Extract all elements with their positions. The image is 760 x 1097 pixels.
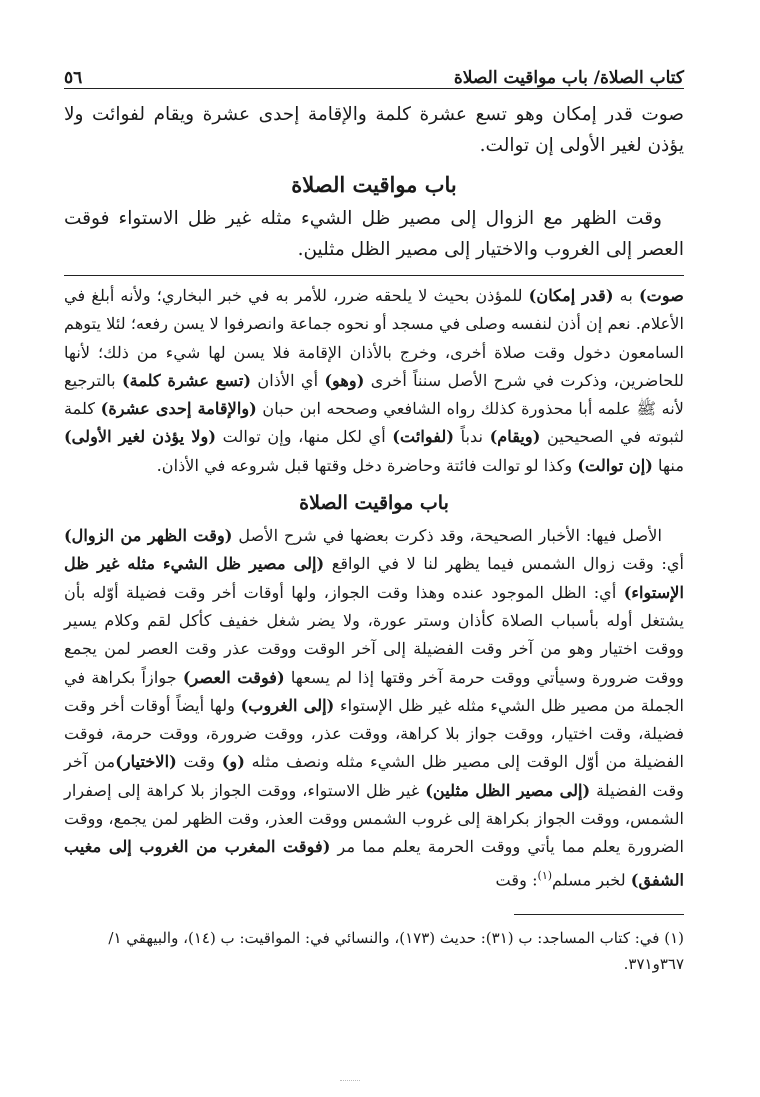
commentary-span: الأصل فيها: الأخبار الصحيحة، وقد ذكرت بعضها في شرح الأصل <box>232 526 662 546</box>
commentary-span: أي لكل منها، وإن توالت <box>216 427 393 447</box>
commentary-span: ولها أيضاً أوقات أخر وقت فضيلة، وقت اختيار، ووقت جواز بلا كراهة، ووقت عذر، ووقت ضرورة، ووقت حرمة، فوقت الفضيلة من أوّل الوقت إلى مصير ظل الشيء مثله ونصف مثله <box>64 695 685 772</box>
running-header <box>64 58 684 89</box>
footnote-line-1: (١) في: كتاب المساجد: ب (٣١): حديث (١٧٣)، والنسائي في: المواقيت: ب (١٤)، والبيهقي ١/ <box>108 929 684 948</box>
commentary-span: : وقت <box>495 870 538 890</box>
book-page <box>64 58 684 977</box>
commentary-term: (ولا يؤذن لغير الأولى) <box>64 427 217 447</box>
commentary-term: (تسع عشرة كلمة) <box>121 370 252 390</box>
commentary-term: (قدر إمكان) <box>528 286 614 305</box>
separator-line <box>64 275 684 276</box>
commentary-term: (إن توالت) <box>577 455 653 475</box>
commentary-term: (إلى مصير ظل الشيء مثله غير ظل الإستواء) <box>64 554 684 602</box>
footnotes <box>64 925 684 977</box>
commentary-span: به <box>613 286 639 305</box>
commentary-term: (إلى الغروب) <box>240 695 335 715</box>
commentary-span: للمؤذن بحيث لا يلحقه ضرر، للأمر به في خبر البخاري؛ ولأنه أبلغ في الأعلام. نعم إن أذن لنفسه وصلى في مسجد أو نحوه جماعة وانصرفوا لا يسن رفعه؛ لئلا يتوهم السامعون دخول وقت صلاة أخرى، وخرج بالأذان الإقامة فلا يسن لها شيء من ذلك؛ لأنها للحاضرين، وذكرت في شرح الأصل سنناً أخرى <box>64 286 684 390</box>
commentary-term: (وقت الظهر من الزوال) <box>64 526 233 546</box>
footnote-rule <box>514 914 684 915</box>
commentary-span: وكذا لو توالت فائتة وحاضرة دخل وقتها قبل شروعه في الأذان. <box>156 455 578 475</box>
chapter-paragraph: وقت الظهر مع الزوال إلى مصير ظل الشيء مثله غير ظل الاستواء فوقت العصر إلى الغروب والاختيار إلى مصير الظل مثلين. <box>64 208 684 260</box>
commentary-span: غير ظل الاستواء، ووقت الجواز بلا كراهة إلى إصفرار الشمس، ووقت الجواز بكراهة إلى غروب الشمس ووقت العذر، وقت الظهر لمن يجمع، ووقت الضرورة يعلم مما يأتي ووقت الحرمة يعلم مما مر <box>64 780 684 857</box>
commentary-term: (فوقت العصر) <box>182 667 285 687</box>
commentary-span: أي الأذان <box>251 370 325 390</box>
commentary-span: بالترجيع لأنه ﷺ علمه أبا محذورة كذلك رواه الشافعي وصححه ابن حبان <box>64 370 684 419</box>
commentary-span: من آخر وقت الفضيلة <box>64 752 685 800</box>
commentary-paragraph-2 <box>64 522 684 894</box>
running-title: كتاب الصلاة/ باب مواقيت الصلاة <box>453 68 684 88</box>
footnote-marker[interactable]: (١) <box>537 868 553 882</box>
commentary-term: صوت) <box>638 286 684 305</box>
commentary-span: أي: وقت زوال الشمس فيما يظهر لنا لا في الواقع <box>324 554 684 574</box>
commentary-span: وقت <box>176 752 222 772</box>
chapter-title: باب مواقيت الصلاة <box>291 172 457 197</box>
commentary-term: (فوقت المغرب من الغروب إلى مغيب الشفق) <box>64 837 684 890</box>
commentary-span: لخبر مسلم <box>552 870 631 890</box>
matn-text <box>64 99 684 265</box>
commentary-chapter-title: باب مواقيت الصلاة <box>299 492 449 515</box>
commentary-term: (و) <box>221 752 245 772</box>
intro-paragraph: صوت قدر إمكان وهو تسع عشرة كلمة والإقامة إحدى عشرة ويقام لفوائت ولا يؤذن لغير الأولى إن توالت. <box>64 104 684 156</box>
commentary-span: جوازاً بكراهة في الجملة من مصير ظل الشيء مثله غير ظل الإستواء <box>64 667 684 715</box>
commentary-term: (وهو) <box>324 370 365 390</box>
commentary-term: (إلى مصير الظل مثلين) <box>425 780 591 800</box>
footnote-line-2: ٣٦٧و٣٧١. <box>623 955 684 974</box>
commentary-term: (الاختيار) <box>115 752 177 772</box>
commentary-term: (ويقام) <box>489 427 541 447</box>
commentary-span: كلمة لثبوته في الصحيحين <box>64 399 685 447</box>
commentary-span: ندباً <box>454 427 490 447</box>
commentary-term: (لفوائت) <box>392 427 454 447</box>
page-bottom-mark <box>340 1080 360 1087</box>
commentary-text <box>64 282 684 894</box>
commentary-term: (والإقامة إحدى عشرة) <box>100 399 257 419</box>
commentary-span: منها <box>652 455 684 475</box>
commentary-paragraph-1 <box>64 282 684 480</box>
page-number: ٥٦ <box>64 68 83 88</box>
commentary-span: أي: الظل الموجود عنده وهذا وقت الجواز، ولها أوقات أخر وقت فضيلة أوّله بأن يشتغل أوله بأسباب الصلاة كأذان وستر عورة، ولا يضر شغل خفيف كأكل لقم وكلام يسير ووقت اختيار وهو من آخر وقت الفضيلة إلى آخر الوقت ووقت عذر وقت العصر لمن يجمع ووقت ضرورة وسيأتي ووقت حرمة آخر وقتها إذا لم يسعها <box>64 582 684 687</box>
